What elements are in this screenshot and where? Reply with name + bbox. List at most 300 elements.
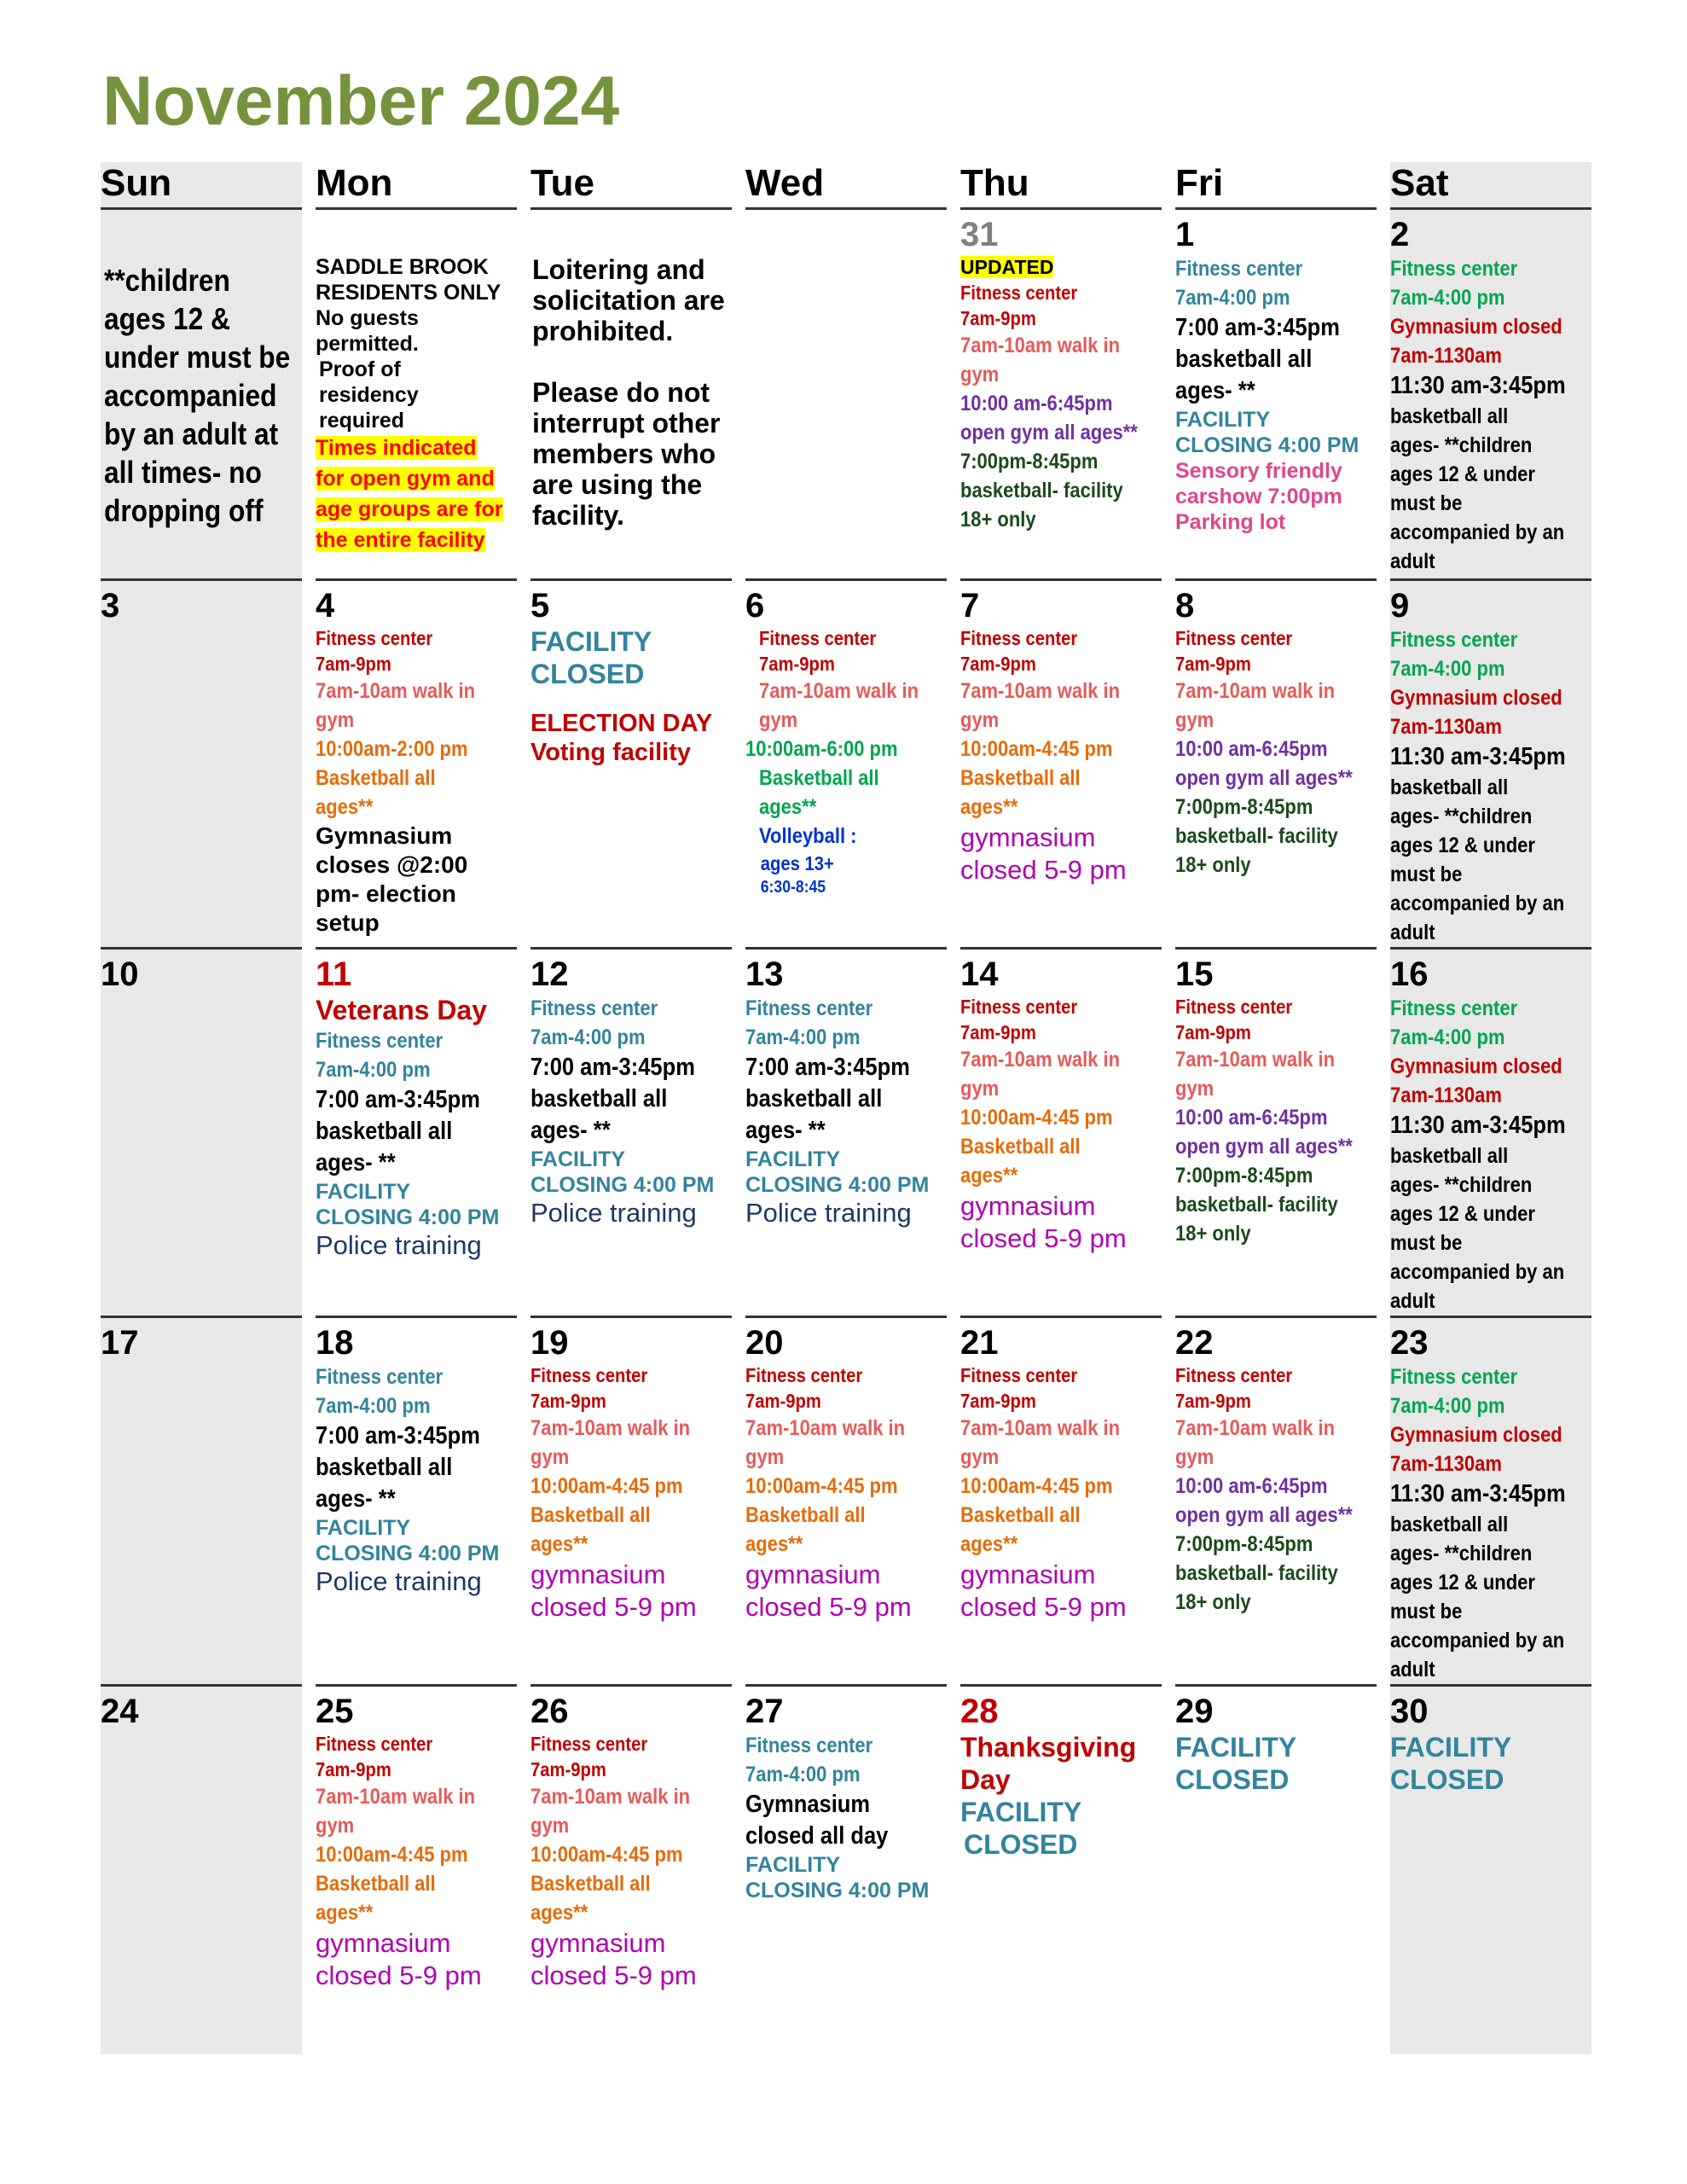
day-number: 10: [101, 956, 139, 993]
basketball-hours: 7:00pm-8:45pm: [1175, 795, 1313, 819]
note-line: accompanied: [104, 378, 277, 413]
header-fri: Fri: [1175, 162, 1377, 210]
open-gym-hours: 10:00 am-6:45pm: [960, 392, 1113, 415]
basketball-age: ages**: [316, 1901, 374, 1925]
gym-note: Gymnasium: [316, 822, 453, 849]
police-training: Police training: [316, 1230, 482, 1260]
facility-closed: FACILITY: [1175, 1732, 1297, 1763]
highlight-note: Times indicated: [316, 436, 477, 460]
fitness-label: Fitness center: [1390, 628, 1518, 652]
fitness-hours: 7am-4:00 pm: [316, 1394, 431, 1418]
cell-nov-5: [530, 578, 732, 947]
open-gym-hours: 10:00 am-6:45pm: [1175, 737, 1328, 761]
day-number: 5: [530, 587, 550, 624]
basketball-age: ages- **: [530, 1117, 611, 1144]
fitness-hours: 7am-9pm: [1175, 1390, 1251, 1412]
fitness-hours: 7am-4:00 pm: [530, 1025, 646, 1049]
day-number: 29: [1175, 1693, 1214, 1730]
gym-closed-day: closed all day: [745, 1822, 889, 1850]
open-gym-hours: 10:00 am-6:45pm: [1175, 1106, 1328, 1130]
gym-closed: gymnasium: [745, 1560, 881, 1589]
day-number: 23: [1390, 1324, 1429, 1362]
note-line: **children: [104, 263, 230, 298]
cell-nov-29: [1175, 1684, 1377, 2054]
cell-nov-30: [1390, 1684, 1591, 2054]
basketball-note: must be: [1390, 1231, 1463, 1255]
gym-closed-hours: closed 5-9 pm: [745, 1592, 912, 1622]
cell-nov-7: [960, 578, 1162, 947]
facility-closed: CLOSED: [530, 659, 645, 689]
note-line: ages 12 &: [104, 301, 230, 336]
open-gym-hours: 10:00 am-6:45pm: [1175, 1474, 1328, 1498]
cell-nov-11: [316, 947, 517, 1316]
walk-in-gym: gym: [960, 1445, 1000, 1469]
basketball-age: 18+ only: [1175, 853, 1251, 877]
basketball-hours: 10:00am-4:45 pm: [530, 1843, 683, 1867]
closing-label: FACILITY: [745, 1147, 841, 1171]
walk-in-gym: 7am-10am walk in: [316, 679, 476, 703]
walk-in-gym: gym: [745, 1445, 785, 1469]
basketball-hours: 11:30 am-3:45pm: [1390, 1480, 1566, 1507]
basketball-hours: 10:00am-6:00 pm: [745, 737, 898, 761]
fitness-label: Fitness center: [745, 1364, 863, 1386]
basketball-age: 18+ only: [1175, 1222, 1251, 1246]
volleyball-age: ages 13+: [760, 852, 834, 874]
basketball-hours: 7:00pm-8:45pm: [960, 450, 1099, 473]
walk-in-gym: gym: [316, 1814, 355, 1838]
basketball-hours: 7:00pm-8:45pm: [1175, 1164, 1313, 1188]
cell-nov-12: [530, 947, 732, 1316]
basketball-hours: 10:00am-4:45 pm: [745, 1474, 898, 1498]
basketball-hours: 7:00 am-3:45pm: [745, 1054, 910, 1081]
updated-badge: UPDATED: [960, 256, 1054, 278]
gym-closed: gymnasium: [960, 1560, 1096, 1589]
basketball-hours: 10:00am-2:00 pm: [316, 737, 468, 761]
basketball-label: Basketball all: [530, 1503, 651, 1527]
volleyball-hours: 6:30-8:45: [760, 878, 826, 897]
fitness-hours: 7am-9pm: [960, 307, 1036, 329]
fitness-hours: 7am-4:00 pm: [1390, 286, 1505, 310]
day-number: 26: [530, 1693, 569, 1730]
cell-nov-16: [1390, 947, 1591, 1316]
fitness-label: Fitness center: [1175, 257, 1303, 281]
walk-in-gym: gym: [960, 363, 1000, 386]
basketball-age: ages**: [530, 1901, 588, 1925]
note-line: dropping off: [104, 493, 264, 528]
walk-in-gym: gym: [530, 1814, 570, 1838]
cell-nov-26: [530, 1684, 732, 2054]
note-line: No guests: [316, 306, 419, 330]
cell-nov-15: [1175, 947, 1377, 1316]
cell-nov-28: [960, 1684, 1162, 2054]
day-number: 24: [101, 1693, 139, 1730]
gym-closed: Gymnasium: [745, 1791, 871, 1818]
basketball-note: adult: [1390, 549, 1435, 573]
basketball-hours: 7:00pm-8:45pm: [1175, 1532, 1313, 1556]
walk-in-gym: gym: [759, 708, 798, 732]
holiday-label: Thanksgiving: [960, 1732, 1137, 1763]
fitness-label: Fitness center: [1175, 627, 1293, 649]
header-wed: Wed: [745, 162, 947, 210]
fitness-hours: 7am-9pm: [1175, 1021, 1251, 1043]
cell-nov-13: [745, 947, 947, 1316]
gym-closed-hours: closed 5-9 pm: [530, 1592, 697, 1622]
cell-nov-6: [745, 578, 947, 947]
fitness-label: Fitness center: [745, 996, 873, 1020]
basketball-age: 18+ only: [960, 508, 1036, 531]
basketball-label: Basketball all: [960, 1135, 1081, 1159]
note-line: Please do not: [532, 377, 710, 408]
cell-nov-9: [1390, 578, 1591, 947]
basketball-note: adult: [1390, 921, 1435, 944]
cell-nov-8: [1175, 578, 1377, 947]
basketball-note: accompanied by an: [1390, 520, 1565, 544]
day-number: 12: [530, 956, 569, 993]
basketball-label: Basketball all: [759, 766, 879, 790]
basketball-label: Basketball all: [745, 1503, 866, 1527]
note-line: SADDLE BROOK: [316, 255, 489, 279]
fitness-hours: 7am-9pm: [960, 653, 1036, 675]
fitness-hours: 7am-9pm: [759, 653, 835, 675]
basketball-note: basketball all: [1390, 404, 1509, 428]
walk-in-gym: 7am-10am walk in: [960, 679, 1121, 703]
basketball-note: basketball all: [1390, 775, 1509, 799]
note-line: permitted.: [316, 332, 419, 356]
cell-nov-22: [1175, 1316, 1377, 1684]
basketball-hours: 11:30 am-3:45pm: [1390, 372, 1566, 399]
gym-closed-hours: 7am-1130am: [1390, 1083, 1502, 1107]
day-number: 21: [960, 1324, 999, 1362]
basketball-label: basketball all: [316, 1454, 453, 1481]
fitness-hours: 7am-4:00 pm: [1390, 1394, 1505, 1418]
day-number: 9: [1390, 587, 1410, 624]
day-number: 1: [1175, 216, 1195, 253]
day-number: 8: [1175, 587, 1195, 624]
basketball-age: ages**: [745, 1532, 803, 1556]
basketball-note: must be: [1390, 1600, 1463, 1623]
facility-closed: CLOSED: [1175, 1764, 1290, 1795]
cell-nov-20: [745, 1316, 947, 1684]
fitness-label: Fitness center: [316, 1733, 433, 1755]
basketball-label: Basketball all: [960, 766, 1081, 790]
cell-nov-24: [101, 1684, 302, 2054]
basketball-note: accompanied by an: [1390, 1629, 1565, 1653]
cell-nov-27: [745, 1684, 947, 2054]
walk-in-gym: 7am-10am walk in: [960, 1416, 1121, 1440]
facility-closed: CLOSED: [1390, 1764, 1504, 1795]
basketball-label: basketball all: [745, 1085, 883, 1112]
gym-closed: gymnasium: [530, 1928, 666, 1958]
walk-in-gym: 7am-10am walk in: [1175, 679, 1336, 703]
fitness-label: Fitness center: [960, 1364, 1078, 1386]
fitness-hours: 7am-4:00 pm: [1390, 657, 1505, 681]
gym-closed-hours: closed 5-9 pm: [960, 1592, 1127, 1622]
day-number: 11: [316, 956, 352, 993]
basketball-age: ages**: [759, 795, 817, 819]
basketball-hours: 10:00am-4:45 pm: [960, 737, 1113, 761]
gym-closed-hours: 7am-1130am: [1390, 344, 1502, 368]
basketball-age: ages**: [960, 795, 1018, 819]
cell-nov-10: [101, 947, 302, 1316]
note-line: by an adult at: [104, 416, 279, 451]
fitness-label: Fitness center: [316, 1029, 443, 1053]
day-number: 18: [316, 1324, 354, 1362]
fitness-hours: 7am-9pm: [960, 1390, 1036, 1412]
day-number: 25: [316, 1693, 354, 1730]
gym-closed: Gymnasium closed: [1390, 315, 1562, 339]
fitness-label: Fitness center: [530, 1733, 648, 1755]
cell-tue-note: [530, 210, 732, 578]
fitness-label: Fitness center: [1390, 996, 1518, 1020]
basketball-label: basketball all: [1175, 346, 1313, 373]
cell-nov-19: [530, 1316, 732, 1684]
note-line: interrupt other: [532, 408, 721, 439]
day-number: 20: [745, 1324, 784, 1362]
basketball-note: must be: [1390, 491, 1463, 515]
cell-nov-1: [1175, 210, 1377, 578]
closing-time: CLOSING 4:00 PM: [745, 1173, 930, 1197]
basketball-age: ages- **: [316, 1149, 396, 1176]
gym-closed: Gymnasium closed: [1390, 1423, 1562, 1447]
gym-closed: Gymnasium closed: [1390, 686, 1562, 710]
fitness-hours: 7am-9pm: [960, 1021, 1036, 1043]
basketball-note: must be: [1390, 863, 1463, 886]
basketball-note: basketball all: [1390, 1144, 1509, 1168]
basketball-note: ages- **children: [1390, 804, 1533, 828]
fitness-label: Fitness center: [316, 1365, 443, 1389]
facility-closed: CLOSED: [964, 1829, 1078, 1860]
gym-closed-hours: 7am-1130am: [1390, 1452, 1502, 1476]
cell-nov-18: [316, 1316, 517, 1684]
walk-in-gym: gym: [960, 708, 1000, 732]
fitness-label: Fitness center: [1175, 1364, 1293, 1386]
basketball-note: adult: [1390, 1658, 1435, 1682]
note-line: residency: [319, 383, 419, 407]
open-gym-label: open gym all ages**: [1175, 766, 1353, 790]
gym-closed-hours: closed 5-9 pm: [960, 1223, 1127, 1253]
basketball-hours: 10:00am-4:45 pm: [960, 1474, 1113, 1498]
basketball-age: ages**: [960, 1164, 1018, 1188]
day-number: 7: [960, 587, 980, 624]
walk-in-gym: 7am-10am walk in: [759, 679, 919, 703]
basketball-label: basketball- facility: [1175, 1193, 1338, 1217]
walk-in-gym: gym: [316, 708, 355, 732]
fitness-hours: 7am-9pm: [1175, 653, 1251, 675]
note-line: Loitering and: [532, 254, 705, 285]
walk-in-gym: gym: [1175, 1077, 1215, 1101]
gym-closed-hours: 7am-1130am: [1390, 715, 1502, 739]
basketball-age: ages- **: [745, 1117, 826, 1144]
holiday-label: Veterans Day: [316, 995, 488, 1025]
note-line: under must be: [104, 340, 291, 375]
gym-closed-hours: closed 5-9 pm: [960, 855, 1127, 885]
basketball-label: basketball- facility: [960, 479, 1123, 502]
header-mon: Mon: [316, 162, 517, 210]
fitness-hours: 7am-9pm: [530, 1390, 606, 1412]
basketball-hours: 11:30 am-3:45pm: [1390, 1112, 1566, 1139]
fitness-label: Fitness center: [759, 627, 877, 649]
day-number: 6: [745, 587, 765, 624]
header-sun: Sun: [101, 162, 302, 210]
day-number: 16: [1390, 956, 1429, 993]
highlight-note: age groups are for: [316, 497, 503, 521]
day-number: 3: [101, 587, 120, 624]
basketball-hours: 10:00am-4:45 pm: [530, 1474, 683, 1498]
gym-closed: gymnasium: [960, 822, 1096, 852]
holiday-label: Day: [960, 1764, 1011, 1795]
police-training: Police training: [530, 1198, 697, 1228]
cell-nov-14: [960, 947, 1162, 1316]
walk-in-gym: gym: [530, 1445, 570, 1469]
header-thu: Thu: [960, 162, 1162, 210]
event-time: carshow 7:00pm: [1175, 485, 1342, 508]
facility-closed: FACILITY: [530, 626, 652, 657]
election-label: ELECTION DAY: [530, 710, 713, 737]
gym-note: closes @2:00: [316, 851, 468, 878]
gym-closed: Gymnasium closed: [1390, 1054, 1562, 1078]
day-number: 15: [1175, 956, 1214, 993]
walk-in-gym: gym: [1175, 1445, 1215, 1469]
basketball-label: basketball all: [530, 1085, 668, 1112]
day-number: 13: [745, 956, 784, 993]
basketball-note: ages 12 & under: [1390, 1571, 1535, 1594]
event-label: Sensory friendly: [1175, 459, 1342, 483]
walk-in-gym: 7am-10am walk in: [745, 1416, 906, 1440]
fitness-hours: 7am-9pm: [530, 1758, 606, 1780]
cell-oct-31: [960, 210, 1162, 578]
fitness-label: Fitness center: [1175, 996, 1293, 1018]
basketball-hours: 10:00am-4:45 pm: [316, 1843, 468, 1867]
note-line: all times- no: [104, 455, 262, 490]
note-line: RESIDENTS ONLY: [316, 281, 501, 305]
day-number: 14: [960, 956, 999, 993]
facility-closed: FACILITY: [960, 1797, 1082, 1827]
closing-time: CLOSING 4:00 PM: [316, 1205, 500, 1229]
fitness-label: Fitness center: [960, 627, 1078, 649]
police-training: Police training: [316, 1566, 482, 1596]
walk-in-gym: 7am-10am walk in: [530, 1416, 691, 1440]
open-gym-label: open gym all ages**: [1175, 1135, 1353, 1159]
fitness-label: Fitness center: [745, 1734, 873, 1757]
day-number: 2: [1390, 216, 1410, 253]
cell-nov-2: [1390, 210, 1591, 578]
day-number: 19: [530, 1324, 569, 1362]
basketball-age: ages**: [960, 1532, 1018, 1556]
basketball-hours: 7:00 am-3:45pm: [530, 1054, 695, 1081]
cell-sun-note: [101, 210, 302, 578]
day-number: 22: [1175, 1324, 1214, 1362]
fitness-hours: 7am-4:00 pm: [316, 1058, 431, 1082]
walk-in-gym: 7am-10am walk in: [960, 1048, 1121, 1072]
fitness-label: Fitness center: [530, 996, 658, 1020]
basketball-hours: 7:00 am-3:45pm: [1175, 314, 1340, 341]
closing-label: FACILITY: [316, 1516, 411, 1540]
basketball-age: ages**: [530, 1532, 588, 1556]
note-line: [532, 346, 732, 377]
fitness-hours: 7am-9pm: [745, 1390, 821, 1412]
walk-in-gym: gym: [1175, 708, 1215, 732]
closing-time: CLOSING 4:00 PM: [530, 1173, 715, 1197]
walk-in-gym: gym: [960, 1077, 1000, 1101]
closing-label: FACILITY: [530, 1147, 626, 1171]
fitness-label: Fitness center: [1390, 1365, 1518, 1389]
highlight-note: the entire facility: [316, 528, 485, 552]
closing-time: CLOSING 4:00 PM: [316, 1542, 500, 1565]
basketball-note: ages 12 & under: [1390, 462, 1535, 486]
basketball-note: ages 12 & under: [1390, 834, 1535, 857]
cell-nov-25: [316, 1684, 517, 2054]
basketball-label: Basketball all: [316, 1872, 436, 1896]
basketball-note: adult: [1390, 1289, 1435, 1313]
day-number: 30: [1390, 1693, 1429, 1730]
basketball-hours: 11:30 am-3:45pm: [1390, 743, 1566, 770]
fitness-hours: 7am-4:00 pm: [745, 1763, 861, 1786]
fitness-label: Fitness center: [960, 282, 1078, 304]
basketball-age: ages**: [316, 795, 374, 819]
basketball-label: basketball- facility: [1175, 824, 1338, 848]
fitness-hours: 7am-4:00 pm: [1390, 1025, 1505, 1049]
cell-nov-17: [101, 1316, 302, 1684]
note-line: required: [319, 409, 405, 433]
basketball-note: ages- **children: [1390, 1542, 1533, 1565]
note-line: solicitation are: [532, 285, 725, 316]
note-line: are using the: [532, 469, 703, 500]
highlight-note: for open gym and: [316, 467, 495, 491]
cell-nov-21: [960, 1316, 1162, 1684]
basketball-label: basketball- facility: [1175, 1561, 1338, 1585]
basketball-note: accompanied by an: [1390, 1260, 1565, 1284]
walk-in-gym: 7am-10am walk in: [316, 1785, 476, 1809]
volleyball-label: Volleyball :: [759, 824, 857, 848]
day-number: 27: [745, 1693, 784, 1730]
closing-label: FACILITY: [1175, 408, 1271, 432]
fitness-hours: 7am-9pm: [316, 653, 391, 675]
day-number: 31: [960, 216, 999, 253]
note-line: prohibited.: [532, 316, 674, 346]
page-title: November 2024: [102, 62, 620, 140]
note-line: facility.: [532, 500, 624, 531]
basketball-label: basketball all: [316, 1118, 453, 1145]
basketball-note: ages 12 & under: [1390, 1202, 1535, 1226]
basketball-age: ages- **: [316, 1485, 396, 1513]
gym-closed: gymnasium: [316, 1928, 451, 1958]
basketball-hours: 10:00am-4:45 pm: [960, 1106, 1113, 1130]
closing-label: FACILITY: [745, 1853, 841, 1877]
basketball-label: Basketball all: [530, 1872, 651, 1896]
facility-closed: FACILITY: [1390, 1732, 1512, 1763]
basketball-note: basketball all: [1390, 1513, 1509, 1536]
gym-note: setup: [316, 909, 380, 936]
cell-mon-note: [316, 210, 517, 578]
gym-closed: gymnasium: [960, 1191, 1096, 1221]
header-sat: Sat: [1390, 162, 1591, 210]
basketball-note: ages- **children: [1390, 433, 1533, 457]
fitness-label: Fitness center: [530, 1364, 648, 1386]
cell-nov-4: [316, 578, 517, 947]
basketball-hours: 7:00 am-3:45pm: [316, 1086, 480, 1113]
fitness-label: Fitness center: [316, 627, 433, 649]
closing-label: FACILITY: [316, 1180, 411, 1204]
walk-in-gym: 7am-10am walk in: [1175, 1416, 1336, 1440]
open-gym-label: open gym all ages**: [1175, 1503, 1353, 1527]
basketball-age: 18+ only: [1175, 1590, 1251, 1614]
day-number: 4: [316, 587, 335, 624]
police-training: Police training: [745, 1198, 912, 1228]
gym-closed-hours: closed 5-9 pm: [316, 1960, 482, 1990]
event-place: Parking lot: [1175, 510, 1286, 534]
day-number: 28: [960, 1693, 999, 1730]
note-line: members who: [532, 439, 716, 469]
